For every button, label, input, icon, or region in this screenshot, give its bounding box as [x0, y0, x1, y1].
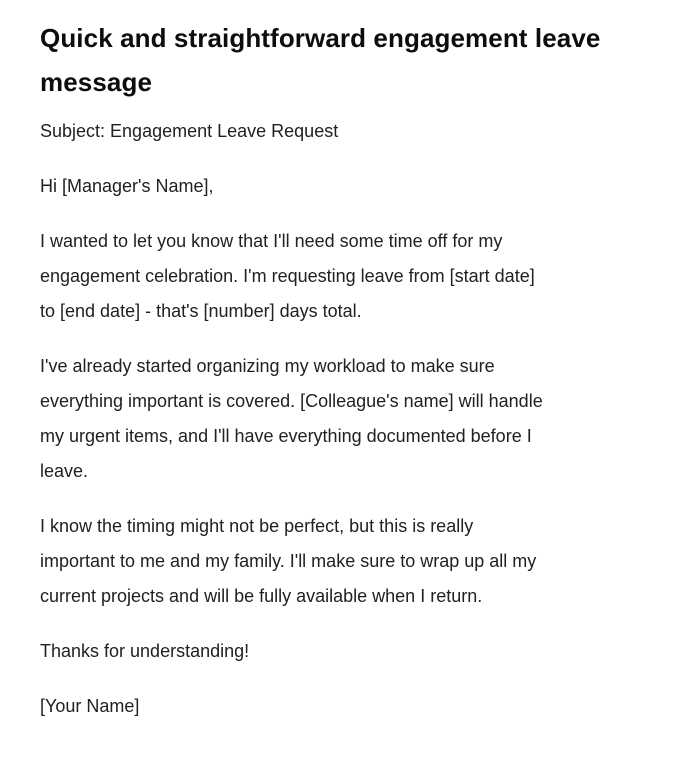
page-title-line-2: message — [40, 67, 152, 97]
page-title-line-1: Quick and straightforward engagement leave — [40, 23, 601, 53]
body-paragraph-2-line-3: my urgent items, and I'll have everything documented before I — [40, 426, 532, 446]
body-paragraph-1 — [40, 224, 660, 329]
body-paragraph-2 — [40, 349, 660, 489]
body-paragraph-2-line-2: everything important is covered. [Colleague's name] will handle — [40, 391, 543, 411]
subject-line — [40, 114, 660, 149]
greeting — [40, 169, 660, 204]
signature-placeholder-text: [Your Name] — [40, 696, 140, 716]
closing-thanks-text: Thanks for understanding! — [40, 641, 250, 661]
subject-line-text: Subject: Engagement Leave Request — [40, 121, 339, 141]
body-paragraph-1-line-1: I wanted to let you know that I'll need some time off for my — [40, 231, 503, 251]
greeting-text: Hi [Manager's Name], — [40, 176, 214, 196]
body-paragraph-3-line-3: current projects and will be fully available when I return. — [40, 586, 483, 606]
body-paragraph-2-line-1: I've already started organizing my workload to make sure — [40, 356, 495, 376]
body-paragraph-3 — [40, 509, 660, 614]
signature-placeholder — [40, 689, 660, 724]
body-paragraph-3-line-2: important to me and my family. I'll make sure to wrap up all my — [40, 551, 537, 571]
closing-thanks — [40, 634, 660, 669]
body-paragraph-2-line-4: leave. — [40, 461, 89, 481]
body-paragraph-1-line-2: engagement celebration. I'm requesting leave from [start date] — [40, 266, 535, 286]
body-paragraph-1-line-3: to [end date] - that's [number] days total. — [40, 301, 362, 321]
page-title — [40, 16, 660, 104]
body-paragraph-3-line-1: I know the timing might not be perfect, but this is really — [40, 516, 474, 536]
